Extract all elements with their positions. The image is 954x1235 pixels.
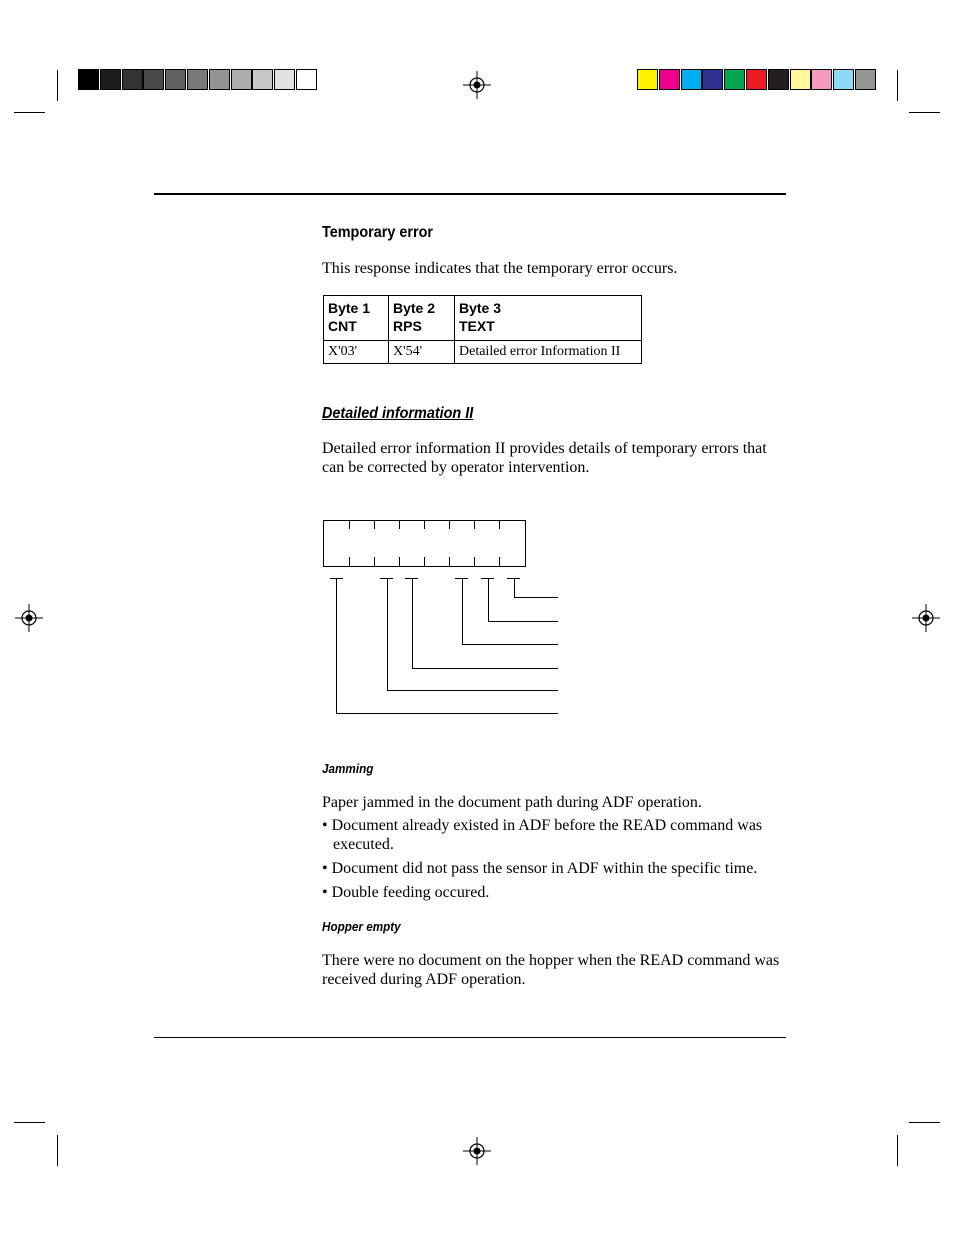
crop-mark — [909, 1122, 940, 1123]
bottom-rule — [154, 1037, 786, 1038]
registration-mark-icon — [912, 604, 940, 632]
crop-mark — [14, 1122, 45, 1123]
color-swatch — [855, 69, 876, 90]
crop-mark — [897, 1135, 898, 1166]
color-swatch — [659, 69, 680, 90]
bit-diagram — [320, 515, 565, 720]
registration-mark-icon — [463, 71, 491, 99]
list-item: • Document already existed in ADF before the READ command was executed. — [322, 817, 763, 853]
gray-swatch — [122, 69, 143, 90]
jamming-causes-list — [322, 816, 792, 907]
gray-swatch — [274, 69, 295, 90]
color-swatch — [681, 69, 702, 90]
gray-swatch — [143, 69, 164, 90]
color-swatch — [637, 69, 658, 90]
table-header: Byte 2 RPS — [389, 296, 455, 341]
table-header: Byte 3 TEXT — [455, 296, 642, 341]
table-cell: X'54' — [389, 341, 455, 364]
top-rule — [154, 193, 786, 195]
gray-swatch — [252, 69, 273, 90]
color-swatch — [702, 69, 723, 90]
gray-swatch — [231, 69, 252, 90]
gray-swatch — [209, 69, 230, 90]
hopper-title: Hopper empty — [322, 919, 401, 934]
detail-text: Detailed error information II provides details of temporary errors that can be corrected by operator intervention. — [322, 440, 767, 476]
section-title: Temporary error — [322, 224, 433, 241]
response-table — [323, 295, 642, 364]
gray-swatch — [78, 69, 99, 90]
table-cell: Detailed error Information II — [455, 341, 642, 364]
registration-mark-icon — [463, 1137, 491, 1165]
hopper-text: There were no document on the hopper when the READ command was received during ADF operation. — [322, 952, 780, 988]
crop-mark — [909, 112, 940, 113]
crop-mark — [57, 1135, 58, 1166]
crop-mark — [897, 70, 898, 101]
table-row — [324, 341, 642, 364]
list-item: • Double feeding occured. — [322, 884, 490, 901]
registration-mark-icon — [15, 604, 43, 632]
color-swatch — [746, 69, 767, 90]
detail-title: Detailed information II — [322, 405, 474, 422]
color-swatch — [768, 69, 789, 90]
gray-swatch — [165, 69, 186, 90]
color-swatch — [790, 69, 811, 90]
table-header: Byte 1 CNT — [324, 296, 389, 341]
color-swatch — [811, 69, 832, 90]
crop-mark — [57, 70, 58, 101]
gray-swatch — [100, 69, 121, 90]
jamming-title: Jamming — [322, 761, 374, 776]
crop-mark — [14, 112, 45, 113]
section-intro: This response indicates that the temporary error occurs. — [322, 260, 678, 277]
list-item: • Document did not pass the sensor in ADF within the specific time. — [322, 860, 758, 877]
color-swatch — [833, 69, 854, 90]
color-swatch — [724, 69, 745, 90]
jamming-text: Paper jammed in the document path during ADF operation. — [322, 794, 702, 811]
gray-swatch — [187, 69, 208, 90]
gray-swatch — [296, 69, 317, 90]
table-cell: X'03' — [324, 341, 389, 364]
